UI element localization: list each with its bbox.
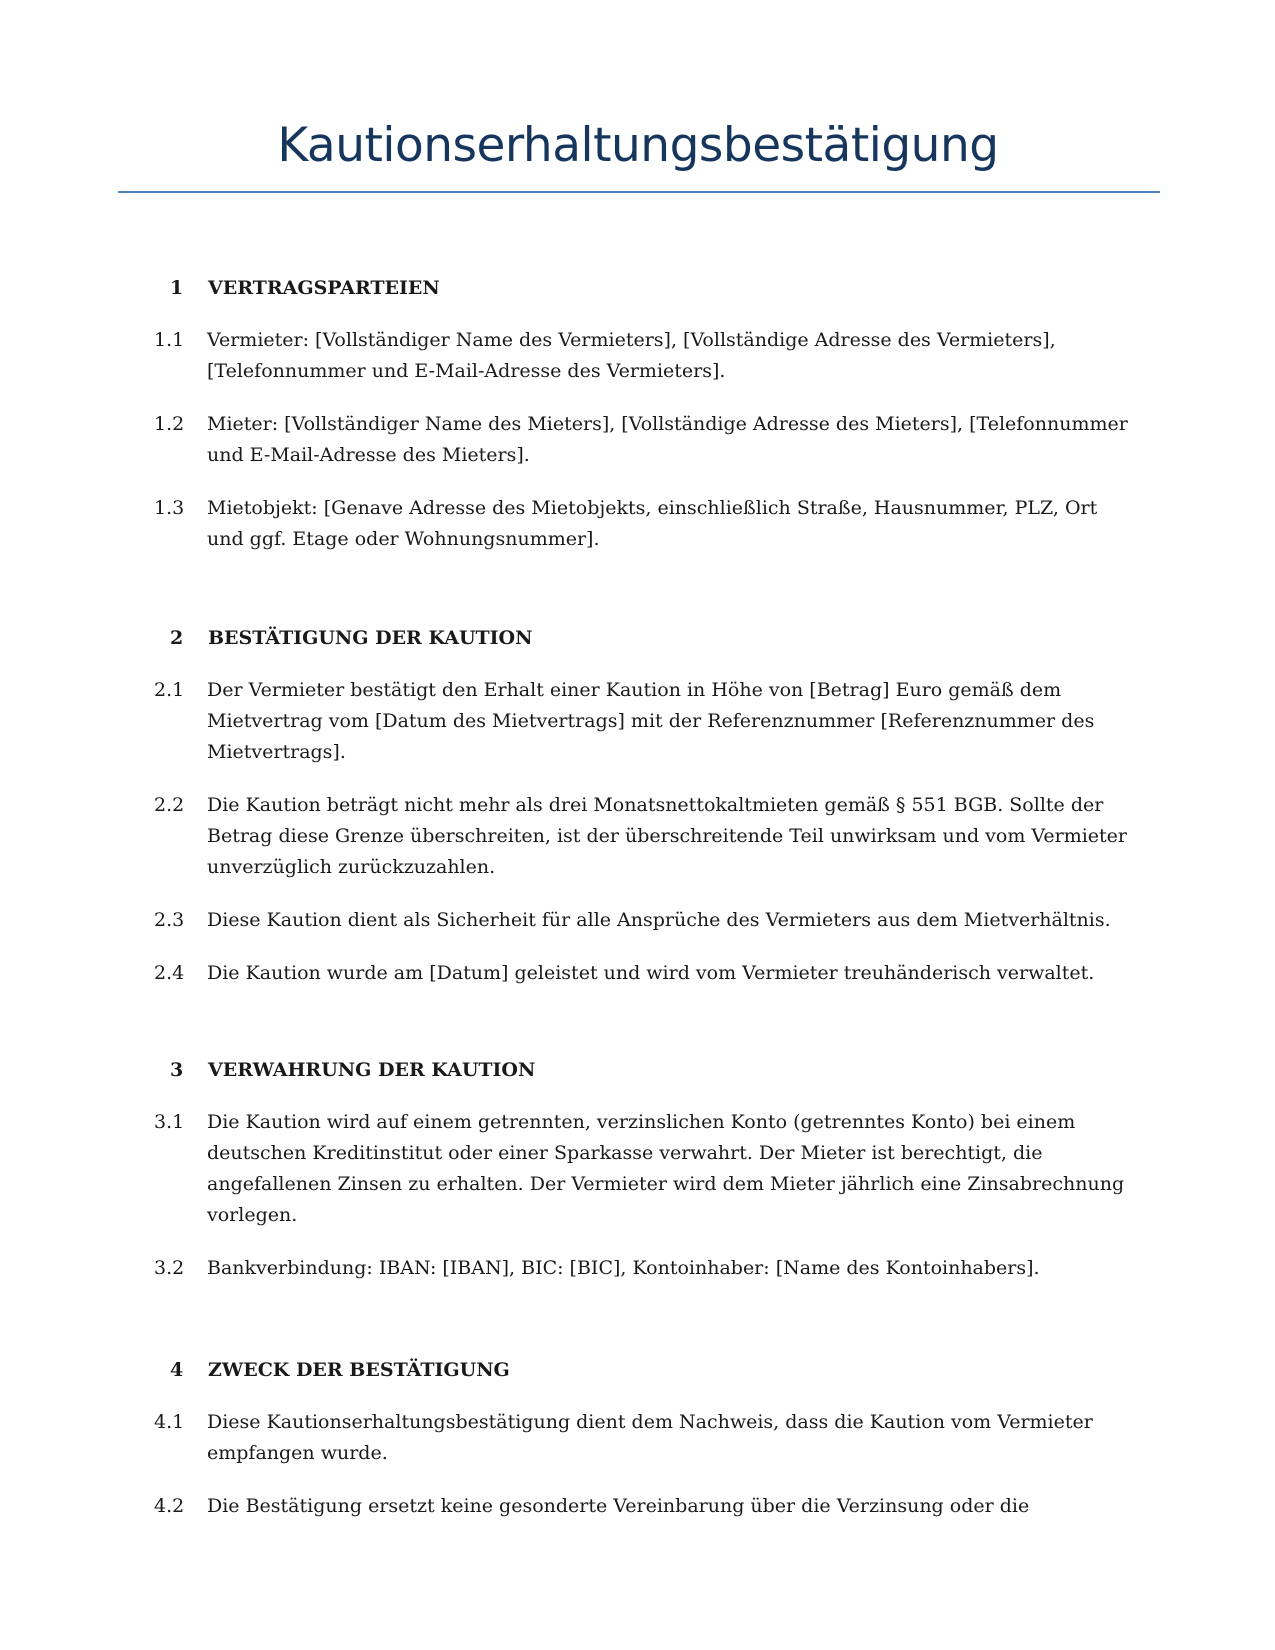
clause-1-2	[0, 409, 1275, 471]
clause-text: Mietobjekt: [Genave Adresse des Mietobjekts, einschließlich Straße, Hausnummer, PLZ, Ort und ggf. Etage oder Wohnungsnummer].	[207, 497, 1098, 550]
clause-4-1	[0, 1407, 1275, 1469]
section-number: 1	[170, 277, 184, 299]
clause-text: Die Kaution wurde am [Datum] geleistet und wird vom Vermieter treuhänderisch verwaltet.	[207, 962, 1095, 984]
section-4	[0, 1355, 1275, 1522]
clause-text: Mieter: [Vollständiger Name des Mieters], [Vollständige Adresse des Mieters], [Telefonnummer und E-Mail-Adresse des Mieters].	[207, 413, 1128, 466]
clause-number: 1.3	[154, 497, 185, 519]
clause-number: 4.2	[154, 1495, 185, 1517]
clause-number: 3.2	[154, 1257, 185, 1279]
clause-4-2	[0, 1491, 1275, 1522]
clause-number: 2.1	[154, 679, 185, 701]
clause-number: 2.2	[154, 794, 185, 816]
clause-text: Der Vermieter bestätigt den Erhalt einer Kaution in Höhe von [Betrag] Euro gemäß dem Mietvertrag vom [Datum des Mietvertrags] mit der Referenznummer [Referenznummer des Mietvertrags].	[207, 679, 1095, 763]
section-3	[0, 1055, 1275, 1284]
section-1	[0, 273, 1275, 555]
section-number: 4	[170, 1359, 184, 1381]
clause-2-2	[0, 790, 1275, 883]
clause-text: Bankverbindung: IBAN: [IBAN], BIC: [BIC], Kontoinhaber: [Name des Kontoinhabers].	[207, 1257, 1040, 1279]
document-title: Kautionserhaltungsbestätigung	[277, 118, 999, 173]
clause-text: Die Kaution beträgt nicht mehr als drei Monatsnettokaltmieten gemäß § 551 BGB. Sollte der Betrag diese Grenze überschreiten, ist der überschreitende Teil unwirksam und vom Vermieter unverzüglich zurückzuzahlen.	[207, 794, 1127, 878]
clause-2-4	[0, 958, 1275, 989]
clause-text: Vermieter: [Vollständiger Name des Vermieters], [Vollständige Adresse des Vermieters], [Telefonnummer und E-Mail-Adresse des Vermieters].	[207, 329, 1056, 382]
clause-number: 1.2	[154, 413, 185, 435]
section-2	[0, 623, 1275, 989]
clause-number: 2.3	[154, 909, 185, 931]
section-title: ZWECK DER BESTÄTIGUNG	[208, 1359, 510, 1381]
clause-number: 1.1	[154, 329, 185, 351]
section-title: VERWAHRUNG DER KAUTION	[208, 1059, 536, 1081]
clause-1-1	[0, 325, 1275, 387]
section-heading	[0, 1055, 1275, 1085]
clause-3-1	[0, 1107, 1275, 1231]
section-title: VERTRAGSPARTEIEN	[208, 277, 440, 299]
clause-2-1	[0, 675, 1275, 768]
clause-number: 3.1	[154, 1111, 185, 1133]
title-underline	[118, 191, 1160, 193]
clause-text: Die Kaution wird auf einem getrennten, verzinslichen Konto (getrenntes Konto) bei einem deutschen Kreditinstitut oder einer Sparkasse verwahrt. Der Mieter ist berechtigt, die angefallenen Zinsen zu erhalten. Der Vermieter wird dem Mieter jährlich eine Zinsabrechnung vorlegen.	[207, 1111, 1125, 1226]
section-heading	[0, 273, 1275, 303]
section-heading	[0, 623, 1275, 653]
section-number: 2	[170, 627, 184, 649]
clause-2-3	[0, 905, 1275, 936]
clause-text: Diese Kautionserhaltungsbestätigung dient dem Nachweis, dass die Kaution vom Vermieter empfangen wurde.	[207, 1411, 1093, 1464]
clause-3-2	[0, 1253, 1275, 1284]
clause-text: Die Bestätigung ersetzt keine gesonderte Vereinbarung über die Verzinsung oder die	[207, 1495, 1030, 1517]
clause-number: 2.4	[154, 962, 185, 984]
clause-text: Diese Kaution dient als Sicherheit für alle Ansprüche des Vermieters aus dem Mietverhältnis.	[207, 909, 1111, 931]
section-number: 3	[170, 1059, 184, 1081]
section-heading	[0, 1355, 1275, 1385]
section-title: BESTÄTIGUNG DER KAUTION	[208, 627, 533, 649]
clause-number: 4.1	[154, 1411, 185, 1433]
clause-1-3	[0, 493, 1275, 555]
